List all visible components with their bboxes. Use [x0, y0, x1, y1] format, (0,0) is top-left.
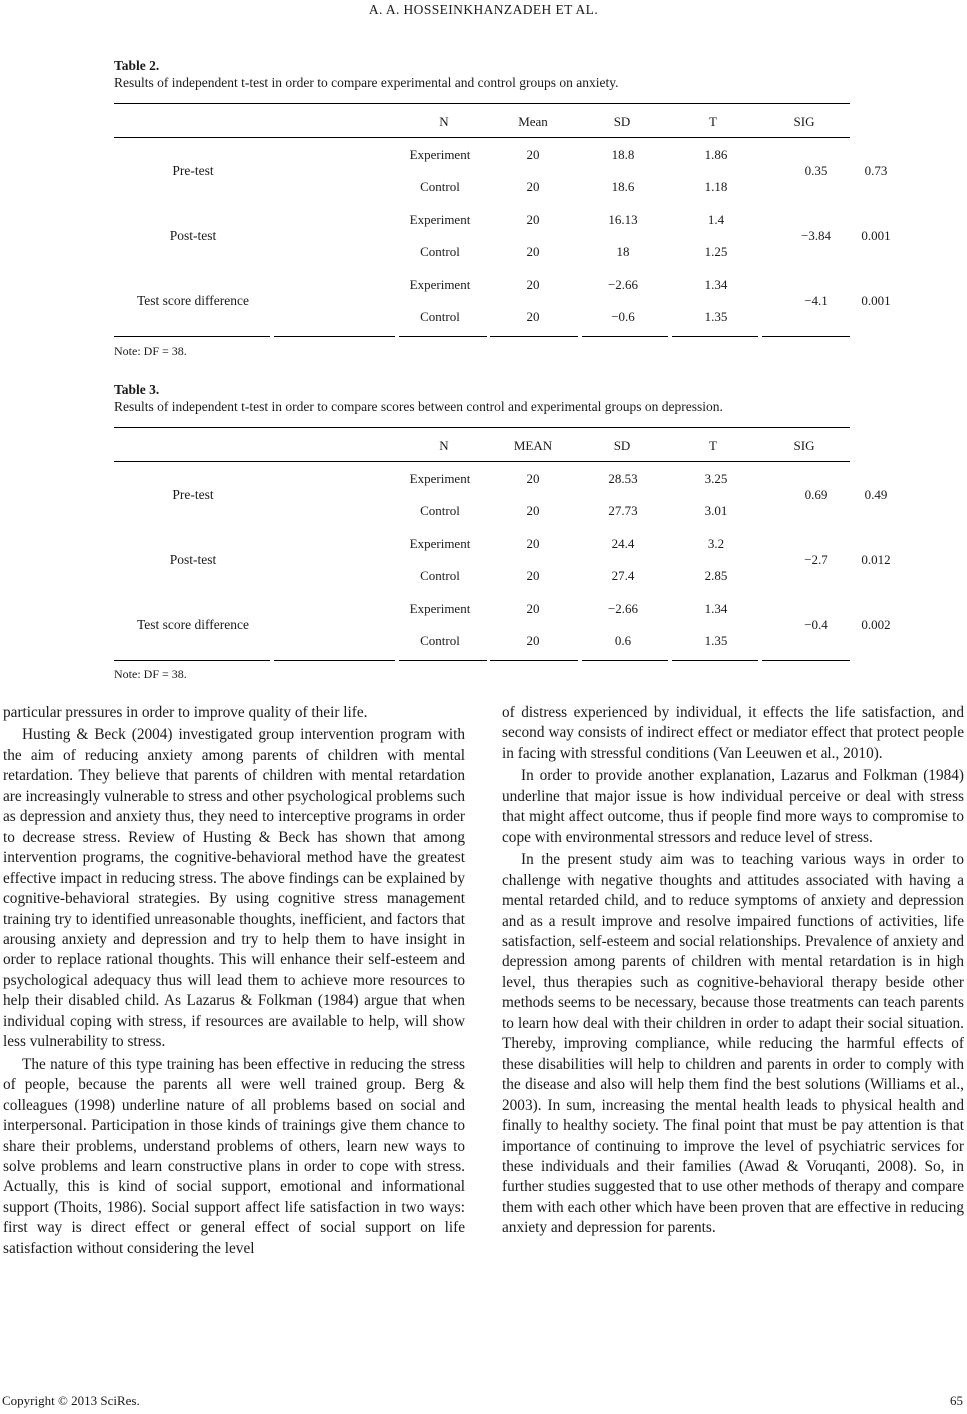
paragraph: In order to provide another explanation, Lazarus and Folkman (1984) underline that major issue is how individual perceive or deal with stress that might affect outcome, thus if people find more ways to compromise to cope with environmental stressors and reduce level of stress.	[502, 767, 964, 846]
rule	[582, 336, 668, 337]
n-value: 20	[526, 601, 540, 616]
rule	[274, 336, 395, 337]
group-name: Control	[420, 244, 460, 259]
rule	[672, 660, 758, 661]
sig-value: 0.002	[861, 617, 891, 632]
body-right-column	[502, 703, 964, 1239]
column-header-sd: SD	[613, 114, 631, 129]
table-3-label: Table 3.	[114, 382, 160, 397]
rule	[399, 660, 487, 661]
sd-value: 1.4	[707, 212, 725, 227]
rule	[114, 103, 850, 104]
column-header-n: N	[439, 438, 449, 453]
sd-value: 1.86	[704, 147, 728, 162]
mean-value: 18.8	[611, 147, 635, 162]
column-header-sd: SD	[613, 438, 631, 453]
column-header-mean: MEAN	[513, 438, 553, 453]
row-label: Pre-test	[172, 487, 214, 502]
group-name: Experiment	[409, 147, 471, 162]
n-value: 20	[526, 568, 540, 583]
row-label: Post-test	[169, 552, 217, 567]
n-value: 20	[526, 309, 540, 324]
sd-value: 1.25	[704, 244, 728, 259]
sd-value: 3.01	[704, 503, 728, 518]
group-name: Control	[420, 633, 460, 648]
rule	[762, 336, 850, 337]
t-value: −0.4	[804, 617, 828, 632]
rule	[114, 336, 270, 337]
mean-value: 18	[616, 244, 630, 259]
rule	[490, 660, 578, 661]
paragraph: The nature of this type training has been effective in reducing the stress of people, because the parents all were well trained group. Berg & colleagues (1998) underline nature of all problems based on social and interpersonal. Participation in those kinds of trainings give them chance to share their problems, understand problems of others, learn new ways to solve problems and learn constructive plans in order to cope with stress. Actually, this is kind of social support, emotional and informational support (Thoits, 1986). Social support affect life satisfaction in two ways: first way is direct effect or general effect of social support on life satisfaction without considering the level	[3, 1055, 465, 1257]
mean-value: −0.6	[611, 309, 635, 324]
sig-value: 0.012	[861, 552, 891, 567]
table-3-caption: Results of independent t-test in order to compare scores between control and experimental groups on depression.	[114, 399, 723, 414]
paragraph: In the present study aim was to teaching various ways in order to challenge with negative thoughts and attitudes associated with having a mental retarded child, and to reduce symptoms of anxiety and depression and as a result improve and resolve impaired functions of activities, life satisfaction, self-esteem and social relationships. Prevalence of anxiety and depression among parents of children with mental retardation is in high level, thus therapies such as cognitive-behavioral therapy beside other methods seems to be necessary, because those treatments can teach parents to learn how deal with their children in order to adapt their social situation. Thereby, improving compliance, while reducing the harmful effects of these disabilities will help to children and parents in order to comply with the disease and also will help them find the best solutions (Williams et al., 2003). In sum, increasing the mental health leads to physical health and finally to healthy society. The final point that must be pay attention is that importance of continuing to improve the level of psychiatric services for these individuals and their families (Awad & Voruqanti, 2008). So, in further studies suggested that to use other methods of therapy and compare them with each other which have been proven that are effective in reducing anxiety and depression for parents.	[502, 851, 964, 1237]
mean-value: 0.6	[614, 633, 632, 648]
sd-value: 1.35	[704, 309, 728, 324]
sd-value: 2.85	[704, 568, 728, 583]
running-head: A. A. HOSSEINKHANZADEH ET AL.	[368, 2, 599, 17]
group-name: Control	[420, 309, 460, 324]
n-value: 20	[526, 179, 540, 194]
t-value: −4.1	[804, 293, 828, 308]
row-label: Pre-test	[172, 163, 214, 178]
table-2-note: Note: DF = 38.	[114, 344, 187, 358]
rule	[762, 660, 850, 661]
mean-value: 27.4	[611, 568, 635, 583]
rule	[114, 461, 850, 462]
mean-value: −2.66	[607, 277, 639, 292]
mean-value: 16.13	[608, 212, 638, 227]
column-header-n: N	[439, 114, 449, 129]
sig-value: 0.49	[864, 487, 888, 502]
t-value: 0.35	[804, 163, 828, 178]
row-label: Post-test	[169, 228, 217, 243]
t-value: 0.69	[804, 487, 828, 502]
n-value: 20	[526, 212, 540, 227]
table-3-heading	[114, 381, 850, 415]
group-name: Experiment	[409, 212, 471, 227]
t-value: −2.7	[804, 552, 828, 567]
sd-value: 3.25	[704, 471, 728, 486]
column-header-mean: Mean	[518, 114, 548, 129]
table-2-label: Table 2.	[114, 58, 160, 73]
paragraph: of distress experienced by individual, it effects the life satisfaction, and second way consists of indirect effect or mediator effect that protect people in facing with stressful conditions (Van Leeuwen et al., 2010).	[502, 704, 964, 762]
n-value: 20	[526, 471, 540, 486]
table-2	[114, 103, 891, 339]
sig-value: 0.001	[861, 293, 891, 308]
paragraph: Husting & Beck (2004) investigated group intervention program with the aim of reducing anxiety among parents of children with mental retardation. They believe that parents of children with mental retardation are increasingly vulnerable to stress and other psychological problems such as depression and anxiety thus, they need to interceptive programs in order to decrease stress. Review of Husting & Beck has shown that among intervention programs, the cognitive-behavioral method have the greatest effective impact in reducing stress. The above findings can be explained by cognitive-behavioral strategies. By using cognitive stress management training try to identified unreasonable thoughts, inefficient, and factors that arousing anxiety and depression and try to help them to have insight in order to replace rational thoughts. This will enhance their self-esteem and psychological adequacy thus will lead them to achieve more resources to help their disabled child. As Lazarus & Folkman (1984) argue that when individual coping with stress, if resources are available to help, will show less vulnerability to stress.	[3, 726, 465, 1051]
page-number: 65	[950, 1393, 963, 1408]
n-value: 20	[526, 277, 540, 292]
sig-value: 0.73	[864, 163, 888, 178]
t-value: −3.84	[800, 228, 832, 243]
paragraph: particular pressures in order to improve quality of their life.	[3, 704, 368, 721]
sig-value: 0.001	[861, 228, 891, 243]
rule	[114, 660, 270, 661]
sd-value: 1.18	[704, 179, 728, 194]
group-name: Control	[420, 568, 460, 583]
column-header-t: T	[709, 438, 717, 453]
table-3	[114, 427, 891, 663]
n-value: 20	[526, 244, 540, 259]
column-header-t: T	[709, 114, 717, 129]
mean-value: −2.66	[607, 601, 639, 616]
copyright-notice: Copyright © 2013 SciRes.	[2, 1393, 140, 1408]
group-name: Experiment	[409, 471, 471, 486]
mean-value: 24.4	[611, 536, 635, 551]
mean-value: 28.53	[608, 471, 638, 486]
n-value: 20	[526, 147, 540, 162]
group-name: Experiment	[409, 601, 471, 616]
column-header-sig: SIG	[793, 114, 815, 129]
rule	[114, 137, 850, 138]
rule	[490, 336, 578, 337]
group-name: Control	[420, 179, 460, 194]
n-value: 20	[526, 536, 540, 551]
mean-value: 18.6	[611, 179, 635, 194]
rule	[582, 660, 668, 661]
group-name: Experiment	[409, 536, 471, 551]
row-label: Test score difference	[137, 617, 249, 632]
rule	[399, 336, 487, 337]
table-2-heading	[114, 57, 850, 91]
group-name: Control	[420, 503, 460, 518]
sd-value: 1.35	[704, 633, 728, 648]
table-3-note: Note: DF = 38.	[114, 667, 187, 681]
rule	[274, 660, 395, 661]
group-name: Experiment	[409, 277, 471, 292]
n-value: 20	[526, 503, 540, 518]
mean-value: 27.73	[608, 503, 638, 518]
column-header-sig: SIG	[793, 438, 815, 453]
row-label: Test score difference	[137, 293, 249, 308]
sd-value: 1.34	[704, 601, 728, 616]
rule	[672, 336, 758, 337]
sd-value: 1.34	[704, 277, 728, 292]
table-2-caption: Results of independent t-test in order to compare experimental and control groups on anxiety.	[114, 75, 619, 90]
n-value: 20	[526, 633, 540, 648]
rule	[114, 427, 850, 428]
body-left-column	[3, 703, 465, 1259]
sd-value: 3.2	[707, 536, 725, 551]
